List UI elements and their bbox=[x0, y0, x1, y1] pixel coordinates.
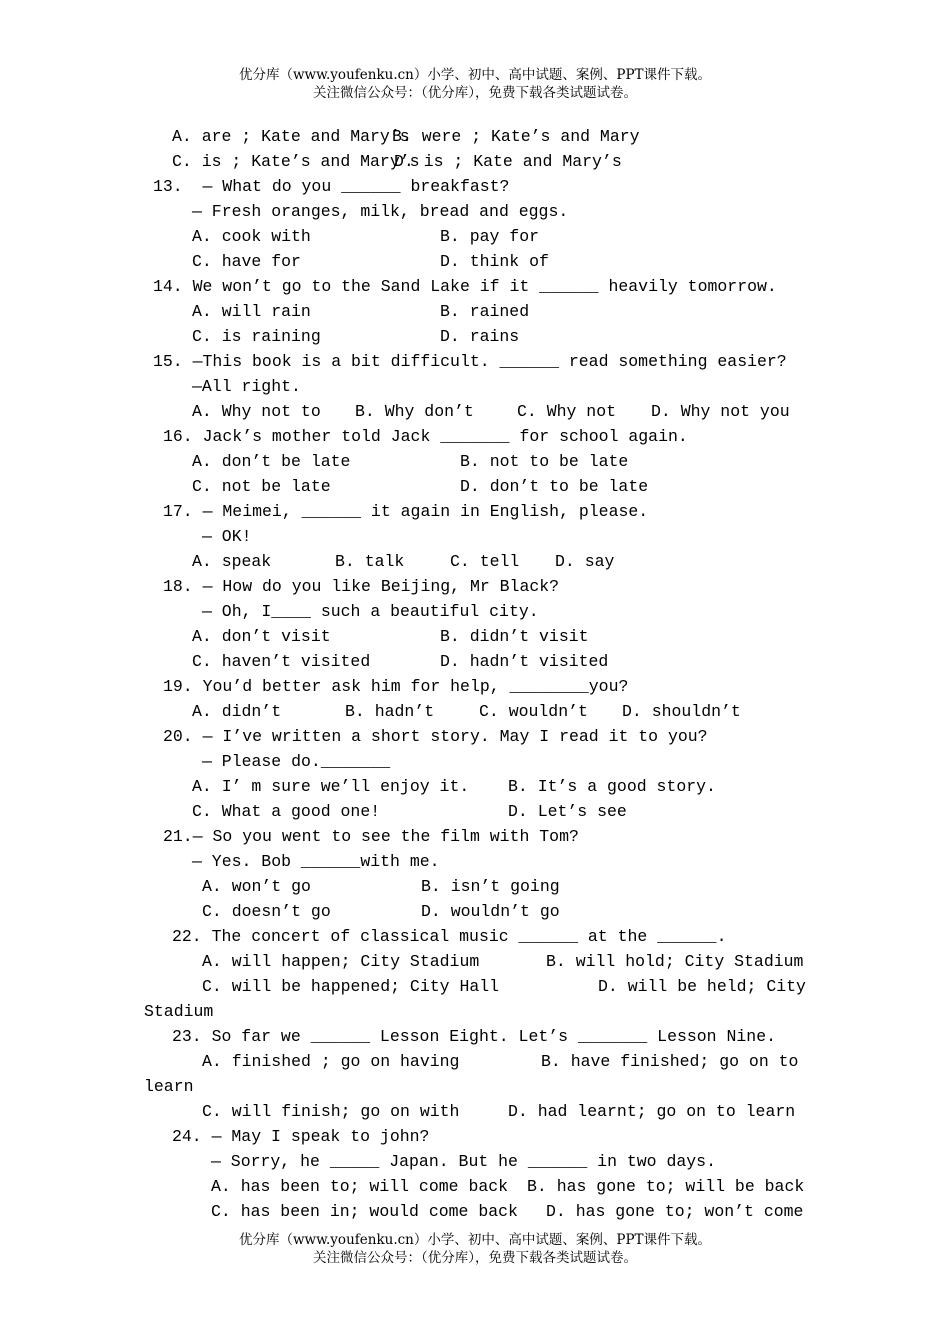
q17-option-b: B. talk bbox=[335, 552, 405, 571]
q22-option-b: B. will hold; City Stadium bbox=[546, 952, 804, 971]
q22-option-a: A. will happen; City Stadium bbox=[202, 952, 480, 971]
q24-option-d: D. has gone to; won’t come bbox=[546, 1202, 804, 1221]
q13-stem: 13. — What do you ______ breakfast? bbox=[153, 177, 510, 196]
q19-option-c: C. wouldn’t bbox=[479, 702, 588, 721]
q14-option-a: A. will rain bbox=[192, 302, 311, 321]
q21-option-d: D. wouldn’t go bbox=[421, 902, 560, 921]
q12-option-b: B. were ; Kate’s and Mary bbox=[392, 127, 640, 146]
q17-reply: — OK! bbox=[202, 527, 252, 546]
q21-option-b: B. isn’t going bbox=[421, 877, 560, 896]
q23-stem: 23. So far we ______ Lesson Eight. Let’s _______ Lesson Nine. bbox=[172, 1027, 776, 1046]
q20-stem: 20. — I’ve written a short story. May I read it to you? bbox=[163, 727, 708, 746]
q20-reply: — Please do._______ bbox=[202, 752, 391, 771]
q24-stem: 24. — May I speak to john? bbox=[172, 1127, 430, 1146]
q22-option-c: C. will be happened; City Hall bbox=[202, 977, 500, 996]
q19-option-b: B. hadn’t bbox=[345, 702, 435, 721]
q16-option-a: A. don’t be late bbox=[192, 452, 351, 471]
header-line-2: 关注微信公众号：（优分库），免费下载各类试题试卷。 bbox=[313, 85, 637, 101]
q12-option-a: A. are ; Kate and Mary’s bbox=[172, 127, 410, 146]
q15-option-c: C. Why not bbox=[517, 402, 617, 421]
footer-line-2: 关注微信公众号：（优分库），免费下载各类试题试卷。 bbox=[313, 1250, 637, 1266]
q13-reply: — Fresh oranges, milk, bread and eggs. bbox=[192, 202, 569, 221]
q16-option-b: B. not to be late bbox=[460, 452, 629, 471]
q18-reply: — Oh, I____ such a beautiful city. bbox=[202, 602, 539, 621]
q12-option-d: D. is ; Kate and Mary’s bbox=[394, 152, 622, 171]
q17-option-d: D. say bbox=[555, 552, 615, 571]
q21-option-c: C. doesn’t go bbox=[202, 902, 331, 921]
q16-stem: 16. Jack’s mother told Jack _______ for school again. bbox=[163, 427, 688, 446]
q18-option-a: A. don’t visit bbox=[192, 627, 331, 646]
q15-reply: —All right. bbox=[192, 377, 301, 396]
q20-option-a: A. I’ m sure we’ll enjoy it. bbox=[192, 777, 470, 796]
q23-option-b-wrap: learn bbox=[144, 1077, 194, 1096]
q19-stem: 19. You’d better ask him for help, ________you? bbox=[163, 677, 629, 696]
q14-option-d: D. rains bbox=[440, 327, 520, 346]
q23-option-a: A. finished ; go on having bbox=[202, 1052, 460, 1071]
q17-stem: 17. — Meimei, ______ it again in English, please. bbox=[163, 502, 649, 521]
q19-option-a: A. didn’t bbox=[192, 702, 282, 721]
q17-option-c: C. tell bbox=[450, 552, 520, 571]
q18-option-d: D. hadn’t visited bbox=[440, 652, 609, 671]
q23-option-c: C. will finish; go on with bbox=[202, 1102, 460, 1121]
q19-option-d: D. shouldn’t bbox=[622, 702, 741, 721]
q22-stem: 22. The concert of classical music ______ at the ______. bbox=[172, 927, 727, 946]
header-line-1: 优分库（www.youfenku.cn）小学、初中、高中试题、案例、PPT课件下载。 bbox=[238, 67, 712, 83]
q15-stem: 15. —This book is a bit difficult. ______ read something easier? bbox=[153, 352, 787, 371]
q17-option-a: A. speak bbox=[192, 552, 272, 571]
q20-option-b: B. It’s a good story. bbox=[508, 777, 716, 796]
q24-option-c: C. has been in; would come back bbox=[211, 1202, 518, 1221]
q16-option-d: D. don’t to be late bbox=[460, 477, 649, 496]
q22-option-d-wrap: Stadium bbox=[144, 1002, 214, 1021]
q13-option-d: D. think of bbox=[440, 252, 549, 271]
q18-option-c: C. haven’t visited bbox=[192, 652, 371, 671]
q13-option-a: A. cook with bbox=[192, 227, 311, 246]
q15-option-a: A. Why not to bbox=[192, 402, 321, 421]
footer-line-1: 优分库（www.youfenku.cn）小学、初中、高中试题、案例、PPT课件下载。 bbox=[238, 1232, 712, 1248]
q24-option-a: A. has been to; will come back bbox=[211, 1177, 509, 1196]
q24-option-b: B. has gone to; will be back bbox=[527, 1177, 805, 1196]
q23-option-d: D. had learnt; go on to learn bbox=[508, 1102, 796, 1121]
q14-option-b: B. rained bbox=[440, 302, 530, 321]
page-header bbox=[0, 66, 950, 102]
q21-option-a: A. won’t go bbox=[202, 877, 311, 896]
q15-option-b: B. Why don’t bbox=[355, 402, 474, 421]
q12-option-c: C. is ; Kate’s and Mary’s bbox=[172, 152, 420, 171]
q15-option-d: D. Why not you bbox=[651, 402, 790, 421]
q14-option-c: C. is raining bbox=[192, 327, 321, 346]
q23-option-b: B. have finished; go on to bbox=[541, 1052, 799, 1071]
q22-option-d: D. will be held; City bbox=[598, 977, 806, 996]
q14-stem: 14. We won’t go to the Sand Lake if it ______ heavily tomorrow. bbox=[153, 277, 777, 296]
q16-option-c: C. not be late bbox=[192, 477, 331, 496]
q13-option-b: B. pay for bbox=[440, 227, 540, 246]
q20-option-d: D. Let’s see bbox=[508, 802, 627, 821]
q24-reply: — Sorry, he _____ Japan. But he ______ in two days. bbox=[211, 1152, 716, 1171]
q13-option-c: C. have for bbox=[192, 252, 301, 271]
q20-option-c: C. What a good one! bbox=[192, 802, 381, 821]
q18-option-b: B. didn’t visit bbox=[440, 627, 589, 646]
q21-reply: — Yes. Bob ______with me. bbox=[192, 852, 440, 871]
q21-stem: 21.— So you went to see the film with Tom? bbox=[163, 827, 579, 846]
q18-stem: 18. — How do you like Beijing, Mr Black? bbox=[163, 577, 560, 596]
page-footer bbox=[0, 1231, 950, 1267]
